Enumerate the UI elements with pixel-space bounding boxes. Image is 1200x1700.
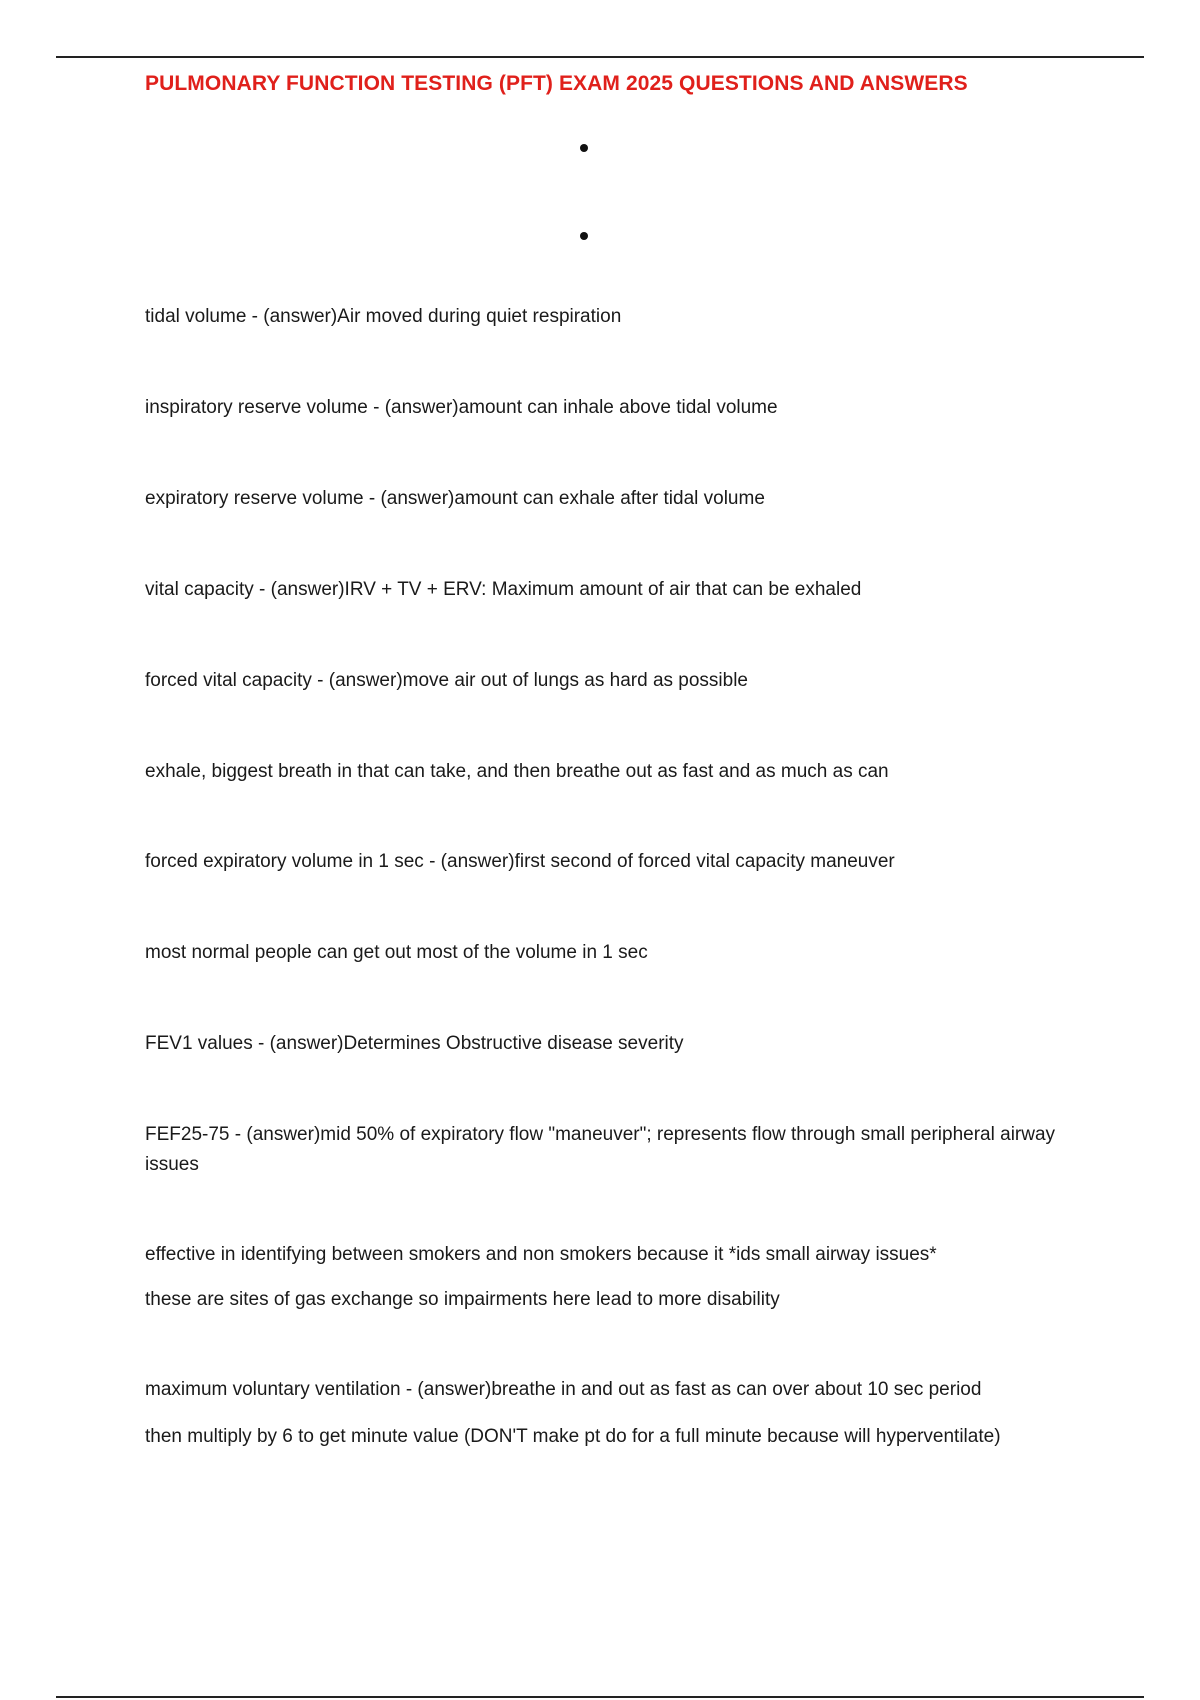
qa-tidal-volume: tidal volume - (answer)Air moved during quiet respiration: [145, 306, 622, 327]
bottom-rule: [56, 1696, 1144, 1698]
qa-fev1-values: FEV1 values - (answer)Determines Obstructive disease severity: [145, 1033, 684, 1054]
qa-expiratory-reserve-volume: expiratory reserve volume - (answer)amount can exhale after tidal volume: [145, 488, 765, 509]
note-mvv-multiply: then multiply by 6 to get minute value (DON'T make pt do for a full minute because will hyperventilate): [145, 1426, 1001, 1447]
top-rule: [56, 56, 1144, 58]
bullet-dot: [580, 144, 588, 152]
qa-maximum-voluntary-ventilation: maximum voluntary ventilation - (answer)breathe in and out as fast as can over about 10 sec period: [145, 1379, 982, 1400]
qa-forced-vital-capacity: forced vital capacity - (answer)move air out of lungs as hard as possible: [145, 670, 748, 691]
bullet-dot: [580, 232, 588, 240]
qa-inspiratory-reserve-volume: inspiratory reserve volume - (answer)amount can inhale above tidal volume: [145, 397, 778, 418]
note-fef-smokers: effective in identifying between smokers and non smokers because it *ids small airway issues*: [145, 1244, 937, 1265]
qa-fev1: forced expiratory volume in 1 sec - (answer)first second of forced vital capacity maneuver: [145, 851, 895, 872]
note-fev1-normal: most normal people can get out most of the volume in 1 sec: [145, 942, 648, 963]
document-title: PULMONARY FUNCTION TESTING (PFT) EXAM 2025 QUESTIONS AND ANSWERS: [145, 72, 968, 95]
qa-vital-capacity: vital capacity - (answer)IRV + TV + ERV: Maximum amount of air that can be exhaled: [145, 579, 862, 600]
qa-fef25-75: FEF25-75 - (answer)mid 50% of expiratory flow "maneuver"; represents flow through small peripheral airway issues: [145, 1124, 1056, 1175]
note-fvc-procedure: exhale, biggest breath in that can take, and then breathe out as fast and as much as can: [145, 761, 889, 782]
note-gas-exchange: these are sites of gas exchange so impairments here lead to more disability: [145, 1289, 780, 1310]
